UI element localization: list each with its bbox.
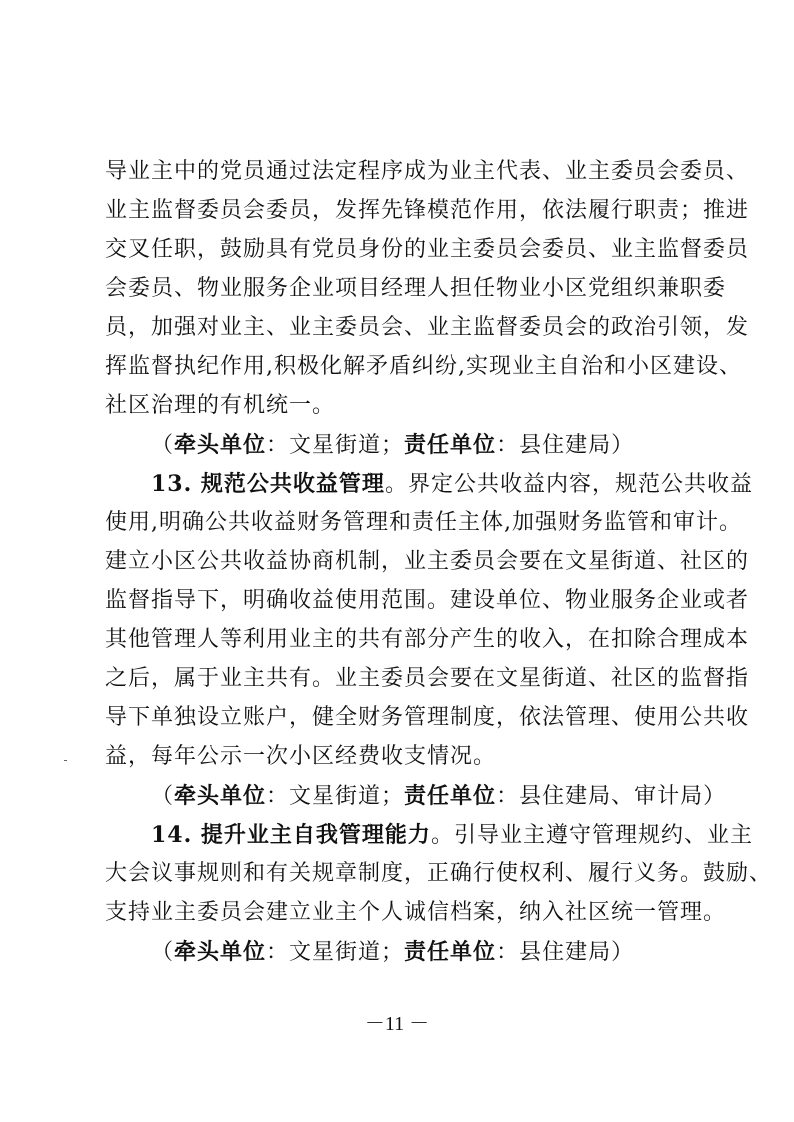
responsibility-note <box>151 938 698 967</box>
lead-unit-value: ：文星街道； <box>266 784 405 809</box>
text-line: 导业主中的党员通过法定程序成为业主代表、业主委员会委员、 <box>105 159 750 184</box>
page-number: －11 － <box>364 1013 430 1035</box>
text-line: 建立小区公共收益协商机制，业主委员会要在文星街道、社区的 <box>105 549 750 574</box>
section-14-first-line <box>151 821 753 850</box>
text-line: 支持业主委员会建立业主个人诚信档案，纳入社区统一管理。 <box>105 900 727 925</box>
lead-unit-label: 牵头单位 <box>174 783 267 809</box>
responsibility-open: （ <box>151 940 175 965</box>
responsible-unit-label: 责任单位 <box>404 939 497 965</box>
text-line: 导下单独设立账户，健全财务管理制度，依法管理、使用公共收 <box>105 705 750 730</box>
responsibility-note <box>151 431 698 460</box>
section-14-heading: 14. 提升业主自我管理能力 <box>151 822 431 848</box>
lead-unit-label: 牵头单位 <box>174 432 267 458</box>
scan-speck <box>64 760 67 761</box>
lead-unit-value: ：文星街道； <box>266 940 405 965</box>
text-line: 大会议事规则和有关规章制度，正确行使权利、履行义务。鼓励、 <box>105 861 773 886</box>
responsible-unit-value: ：县住建局） <box>496 940 635 965</box>
text-line: 挥监督执纪作用,积极化解矛盾纠纷,实现业主自治和小区建设、 <box>105 354 742 379</box>
text-line: 业主监督委员会委员，发挥先锋模范作用，依法履行职责；推进 <box>105 198 750 223</box>
text-line: 之后，属于业主共有。业主委员会要在文星街道、社区的监督指 <box>105 666 750 691</box>
section-13-text: 。界定公共收益内容，规范公共收益 <box>384 472 753 497</box>
responsibility-open: （ <box>151 784 175 809</box>
lead-unit-label: 牵头单位 <box>174 939 267 965</box>
section-13-heading: 13. 规范公共收益管理 <box>151 471 385 497</box>
responsible-unit-label: 责任单位 <box>404 783 497 809</box>
responsible-unit-value: ：县住建局） <box>496 433 635 458</box>
text-line: 交叉任职，鼓励具有党员身份的业主委员会委员、业主监督委员 <box>105 237 750 262</box>
responsibility-note <box>151 782 727 811</box>
text-line: 会委员、物业服务企业项目经理人担任物业小区党组织兼职委 <box>105 276 727 301</box>
text-line: 使用,明确公共收益财务管理和责任主体,加强财务监管和审计。 <box>105 510 742 535</box>
lead-unit-value: ：文星街道； <box>266 433 405 458</box>
text-line: 员，加强对业主、业主委员会、业主监督委员会的政治引领，发 <box>105 315 750 340</box>
text-line: 益，每年公示一次小区经费收支情况。 <box>105 744 497 769</box>
section-14-text: 。引导业主遵守管理规约、业主 <box>430 823 753 848</box>
section-13-first-line <box>151 470 753 499</box>
responsible-unit-value: ：县住建局、审计局） <box>496 784 727 809</box>
text-line: 社区治理的有机统一。 <box>105 393 336 418</box>
responsibility-open: （ <box>151 433 175 458</box>
responsible-unit-label: 责任单位 <box>404 432 497 458</box>
text-line: 其他管理人等利用业主的共有部分产生的收入，在扣除合理成本 <box>105 627 750 652</box>
text-line: 监督指导下，明确收益使用范围。建设单位、物业服务企业或者 <box>105 588 750 613</box>
